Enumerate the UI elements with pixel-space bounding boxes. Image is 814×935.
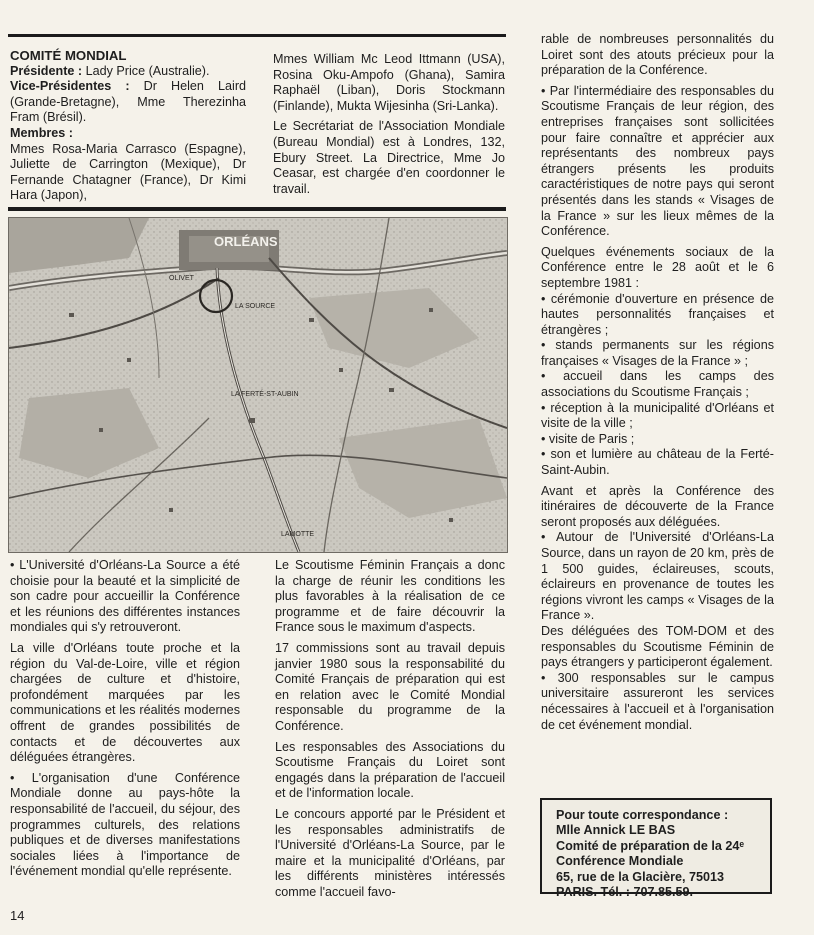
col1-para-2: La ville d'Orléans toute proche et la région du Val-de-Loire, ville et région chargées de culture et d'histoire, profondément marquées par les communications et les réalités modernes offrent de grandes possibilités de contacts et de découvertes aux déléguées étrangères. [10,640,240,765]
event-item: • visite de Paris ; [541,431,635,446]
contact-address: 65, rue de la Glacière, 75013 [556,869,725,884]
event-item: • accueil dans les camps des associations du Scoutisme Français ; [541,369,774,400]
after-para-1: Avant et après la Conférence des itinéraires de découverte de la France seront proposés aux déléguées. [541,483,774,529]
contact-name: Mlle Annick LE BAS [556,823,676,838]
president-line [10,64,246,80]
text-column-1 [10,558,240,885]
map-place-lamotte: LAMOTTE [281,531,315,538]
committee-block [10,48,246,204]
col2-para-2: 17 commissions sont au travail depuis janvier 1980 sous la responsabilité du Comité Français de préparation qui est en relation avec le Comité Mondial responsable du programme de la Conférence. [275,640,505,733]
vice-value: Dr Helen Laird (Grande-Bretagne), Mme Therezinha Fram (Brésil). [10,79,247,125]
text-column-3 [541,32,774,738]
col1-para-1: • L'Université d'Orléans-La Source a été choisie pour la beauté et la simplicité de son cadre pour accueillir la Conférence et les réunions des différentes instances mondiales qui s'y retrouveront. [10,558,240,635]
page-number: 14 [10,908,25,923]
members-label: Membres : [10,125,73,140]
secretariat-paragraph: Le Secrétariat de l'Association Mondiale (Bureau Mondial) est à Londres, 132, Ebury Street. La Directrice, Mme Jo Ceasar, est chargée d'en coordonner le travail. [273,119,505,196]
text-column-2 [275,558,505,905]
after-para-3: Des déléguées des TOM-DOM et des responsables du Scoutisme Féminin de pays étrangers y participeront également. [541,623,774,670]
col2-para-1: Le Scoutisme Féminin Français a donc la charge de réunir les conditions les plus favorables à la réalisation de ce programme et de faire découvrir la France sous le maximum d'aspects. [275,558,505,635]
after-para-4: • 300 responsables sur le campus universitaire assureront les services nécessaires à l'accueil et à l'organisation de cet événement mondial. [541,670,774,732]
col1-para-3: • L'organisation d'une Conférence Mondiale donne au pays-hôte la responsabilité de l'accueil, du séjour, des programmes culturels, des relations publiques et de diverses manifestations sociales liées à l'importance de l'événement mondial qu'elle représente. [10,770,240,879]
col2-para-3: Les responsables des Associations du Scoutisme Français du Loiret sont engagés dans la préparation de l'accueil et de l'information locale. [275,739,505,801]
event-item: • cérémonie d'ouverture en présence de hautes personnalités françaises et étrangères ; [541,291,774,337]
members-value: Mmes Rosa-Maria Carrasco (Espagne), Juliette de Carrington (Mexique), Dr Fernande Chatagner (France), Dr Kimi Hara (Japon), [10,141,246,203]
president-label: Présidente : [10,63,83,78]
col3-para-1: rable de nombreuses personnalités du Loiret sont des atouts précieux pour la préparation de la Conférence. [541,32,774,78]
events-intro: Quelques événements sociaux de la Conférence entre le 28 août et le 6 septembre 1981 : [541,244,774,290]
committee-block-cont [273,52,505,202]
map-place-ferte: LA FERTÉ-ST-AUBIN [231,391,299,398]
contact-line-1: Pour toute correspondance : [556,808,729,822]
contact-box [540,798,772,900]
map-city-label: ORLÉANS [214,234,278,249]
after-para-2: • Autour de l'Université d'Orléans-La Source, dans un rayon de 20 km, près de 1 500 guides, éclaireuses, scouts, éclaireurs en provenance de toutes les régions vivront les camps « Visages de la France ». [541,530,774,623]
vice-line [10,79,246,126]
committee-title: COMITÉ MONDIAL [10,48,127,63]
map-place-la-source: LA SOURCE [235,303,276,310]
col2-para-4: Le concours apporté par le Président et les responsables administratifs de l'Université d'Orléans-La Source, par le maire et la municipalité d'Orléans, par les différents ministères intéressés comme l'accueil favo- [275,806,505,899]
col3-para-2: • Par l'intermédiaire des responsables du Scoutisme Français de leur région, des entreprises françaises sont sollicitées pour faire connaître et apprécier aux représentants des nombreux pays étrangers présents les produits caractéristiques de notre pays qui seront présentés dans les stands « Visages de la France » sur les lieux mêmes de la Conférence. [541,83,774,239]
map-place-olivet: OLIVET [169,275,194,282]
map-top-rule [8,207,506,211]
region-map [8,217,508,553]
top-rule [8,34,506,37]
map-drawing [9,218,507,552]
event-item: • stands permanents sur les régions françaises « Visages de la France » ; [541,338,774,368]
event-item: • réception à la municipalité d'Orléans et visite de la ville ; [541,400,774,431]
contact-phone: PARIS. Tél. : 707.85.59. [556,885,693,900]
contact-line-4: Conférence Mondiale [556,854,684,869]
vice-label: Vice-Présidentes : [10,79,130,94]
contact-line-3: Comité de préparation de la 24ᵉ [556,838,745,853]
members-continued: Mmes William Mc Leod Ittmann (USA), Rosina Oku-Ampofo (Ghana), Samira Raphaël (Liban), Doris Stockmann (Finlande), Mukta Wijesinha (Sri-Lanka). [273,52,505,113]
event-item: • son et lumière au château de la Ferté-Saint-Aubin. [541,447,774,478]
president-value: Lady Price (Australie). [85,63,210,78]
